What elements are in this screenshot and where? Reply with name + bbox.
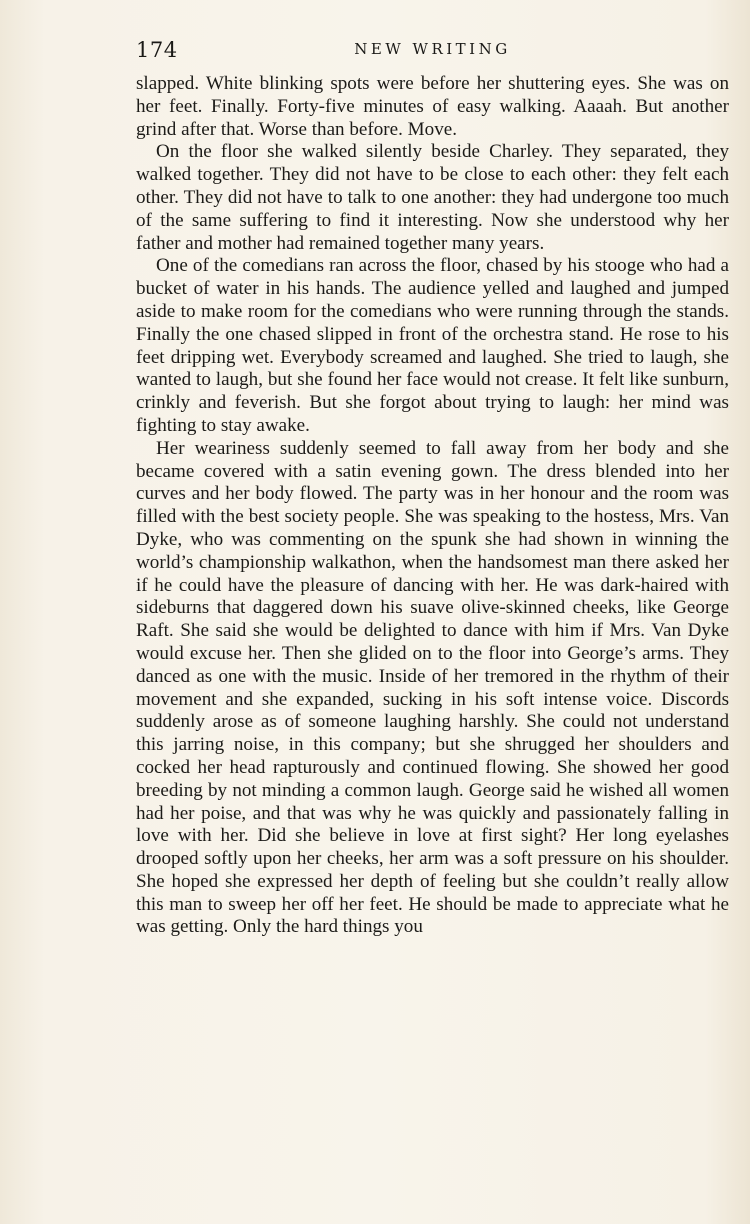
paragraph-daydream: Her weariness suddenly seemed to fall away from her body and she became covered with a satin evening gown. The dress blended into her curves and her body flowed. The party was in her honour and the room was filled with the best society people. She was speaking to the hostess, Mrs. Van Dyke, who was commenting on the spunk she had shown in winning the world’s championship walkathon, when the handsomest man there asked her if he could have the pleasure of dancing with her. He was dark-haired with sideburns that daggered down his suave olive-skinned cheeks, like George Raft. She said she would be delighted to dance with him if Mrs. Van Dyke would excuse her. Then she glided on to the floor into George’s arms. They danced as one with the music. Inside of her tremored in the rhythm of their movement and she expanded, sucking in his soft intense voice. Discords suddenly arose as of someone laughing harshly. She could not understand this jarring noise, in this company; but she shrugged her shoulders and cocked her head rapturously and continued flowing. She showed her good breeding by not minding a common laugh. George said he wished all women had her poise, and that was why he was quickly and passionately falling in love with her. Did she believe in love at first sight? Her long eyelashes drooped softly upon her cheeks, her arm was a soft pressure on his shoulder. She hoped she expressed her depth of feeling but she couldn’t really allow this man to sweep her off her feet. He should be made to appreciate what he was getting. Only the hard things you — [136, 437, 729, 938]
paragraph-continued: slapped. White blinking spots were before her shuttering eyes. She was on her feet. Finally. Forty-five minutes of easy walking. Aaaah. But another grind after that. Worse than before. Move. — [136, 73, 729, 140]
paragraph-comedians: One of the comedians ran across the floor, chased by his stooge who had a bucket of water in his hands. The audience yelled and laughed and jumped aside to make room for the comedians who were running through the stands. Finally the one chased slipped in front of the orchestra stand. He rose to his feet dripping wet. Everybody screamed and laughed. She tried to laugh, she wanted to laugh, but she found her face would not crease. It felt like sunburn, crinkly and feverish. But she forgot about trying to laugh: her mind was fighting to stay awake. — [136, 255, 729, 436]
body-text — [136, 73, 729, 939]
paragraph-charley: On the floor she walked silently beside Charley. They separated, they walked together. They did not have to be close to each other: they felt each other. They did not have to talk to one another: they had undergone too much of the same suffering to find it interesting. Now she understood why her father and mother had remained together many years. — [136, 141, 729, 254]
running-head — [136, 36, 729, 64]
running-title: NEW WRITING — [354, 40, 511, 58]
page-number: 174 — [136, 38, 178, 62]
